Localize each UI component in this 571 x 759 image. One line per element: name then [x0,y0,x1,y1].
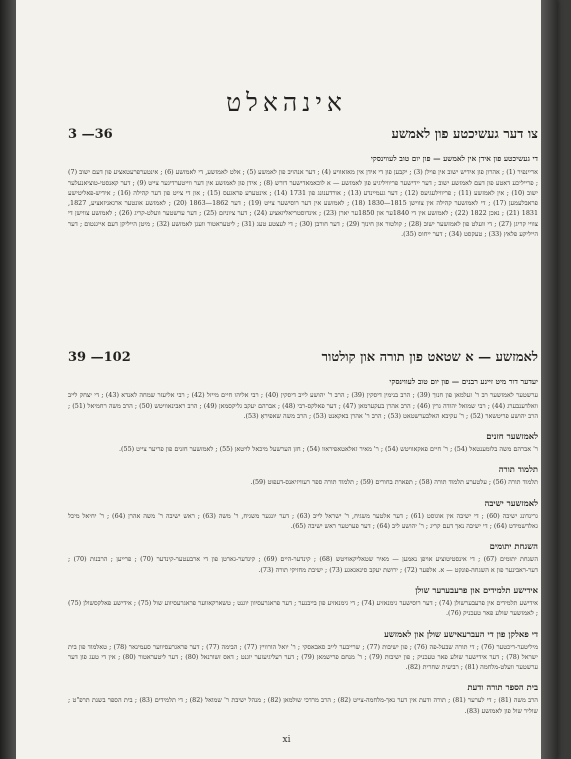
subsection-contents: אידישע תלמידים אין פרעבערשולן (74) ; דער רוסישער גימנאזיע (74) ; די גימנאזיע פון בייבנער ; דער פראגרעסיוון יוגנט ; טשארקאווער פראגרעסיווע שול (75) ; אידישע פאלקסשולן (75) ; לאמזשער שולע פאר טעכניק (76). [68,598,538,618]
section-title: לאמזשע — א שטאט פון תורה און קולטור [321,350,538,365]
toc-section-history [68,126,538,239]
section-header [68,349,538,365]
page-title: אינהאלט [226,88,347,117]
subsection-title: די פאלקן פון די העברעאישע שולן און לאמזשע [384,628,538,639]
subsection-contents: הרב משה (81) ; די לערער (81) ; תורה ודעת אין דער נאך-מלחמה-צייט (82) ; הרב מרדכי שולמאן (82) ; מנהל ישיבת ר' שמואל (82) ; די תלמידים (83) ; בית הספר בשנת תרפ"ט ; שוליר שול פון לאמזשע (83). [68,696,538,715]
chapter-contents: אריינפיר (1) ; אהרון פון אידיש ישוב אין פוילן (3) ; יקבען פון די אידן אין מאזאוויע (4) ; דער אנהויב פון לאמשע (5) ; אלט לאמזשע, די לאמזשע (6) ; אינטערפרעטאציע פון דעם ישוב (7) ; פרייליכע דאטע פון דעם לאמזשע ישוב ; דער יידישער פריוויליגיע פון לאמזשע — א לוכאמאדישער דורש (8) ; אידן פון לאמזשע אין דער ווייטערדיגער צייט (9) ; דער קאנסטי-טוציאנעלער ישוב (10) ; אין לאמזשע (11) ; פריווילעגיעס (12) ; דער געמיינדע (13) ; אורדענונג פון 1731 (14) ; אינטערע פראגעס (15) ; און די צייט פון דער קהילה (16) ; אידיש-פאליטישע פראבלעמען (17) ; די לאמזשער קהילה אין צווישן 1815—1830 (18) ; לאמזשע אין דער רוסישער צייט (19) ; דער 1862—1863 (20) ; לאמזשע אונטער ארגאניזאציע, 1827, 1831 (21) ; נאכן 1822 (22) ; לאמזשע אין די 1840ער און 1850ער יארן (23) ; אינדוסטריאליזאציע (24) ; דער ציוניזם (25) ; דער ערשטער וועלט-קריג (26) ; לאמזשע צווישן די צוויי קריגן (27) ; די וועלט פון לאמזשער ישוב (28) ; קולטור און חינוך (29) ; דער חורבן (30) ; די לעצטע טעג (31) ; ליטעראטור וועגן לאמזשע (32) ; מיטן הייליקן דעם אייגנטום ; דער הייליקע פלאץ (33) ; טעקסט (34) ; דער ייחוס (35). [68,168,539,239]
subsection-title: תלמוד תורה [498,464,538,475]
subsection-contents: ר' אברהם משה בלומענטאל (54) ; ר' חיים פאקאוויטש (54) ; ר' מאיר זאלאטאפיראוו (54) ; חזן הערשעל מיכאל לויטאן (55) ; לאמזשער חזנים פון פריער צייט (55). [118,445,538,454]
subsection-contents: מיליטער-ריכטער (76) ; די תורה שבעל-פה (76) ; פון ישיבות (77) ; שרייבער לייב סאבאסקי ; ר' יואל הורוויץ (77) ; הבימה (77) ; דער פראגרעסיווער סעמינאר (78) ; טאלמוד פון בית ישראל (78) ; דער אידישער שולע פאר טעכניק ; פון ישיבות (79) ; ר' מנחם פרישמאן (79) ; דער רעליגיעזער יוגנט ; דאס זשורנאל (80) ; דער ליטעראטור (80) ; אין די טעג פון דער ערשטער וועלט-מלחמה (81) ; רביעית שחרית (82). [68,642,538,672]
section-header [68,126,538,142]
subsection-title: לאמזשער ישיבה [484,497,538,508]
subsection-title: השגחת יתומים [489,541,538,552]
subsection-contents: גרינדונג ישיבה (60) ; די ישיבה אין אוגוסט (61) ; דער אלטער משגיח, ר' ישראל לייב (63) ; דער יונגער משגיח, ר' משה (63) ; ראש ישיבה ר' משה אהרן (64) ; ר' יחיאל מיכל גאלדשמידט (64) ; די ישיבה נאך דעם קריג ; ר' יהושע ליב (64) ; דער פערטער ראש ישיבה (65). [68,511,539,531]
chapter-heading: די געשיכטע פון אידן אין לאמשע — פון יום טוב לעווינסקי [370,154,538,163]
subsection-title: בית הספר תורה ודעת [467,682,538,693]
toc-section-culture [68,349,538,716]
chapter-contents: ערשטער לאמזשער רב ר' זעלמאן פון חנוך (39) ; הרב בנימין דיסקין (39) ; הרב ר' יהושע לייב דיסקין (40) ; רבי אליהו חיים מייזל (42) ; רבי אליעזר שמחה לאנדא (43) ; די יצחק לייב וואלדענבערג (44) ; רבי שמואל יהודה גרין (46) ; הרב אהרן בעקערמאן (47) ; דער פאלקס-רבי (48) ; אברהם יעקב גליקסמאן (49) ; הרב ראבינאוויטש (50) ; הרב משה רחמיאל (51) ; הרב יהושע פריטשאר (52) ; ר' עקיבא האלבערשטאט (53) ; הרב ר' אהרן באקאנט (53) ; הרב משה שאפיראָ (53). [68,391,538,420]
subsection-title: לאמזשער חזנים [486,431,538,442]
chapter-heading: יעדער דור מיט זיינע רבנים — פון יום טוב לעווינסקי [389,377,538,386]
left-dark-edge [0,0,16,759]
section-title: צו דער געשיכטע פון לאמשע [391,127,538,142]
section-page-range: 3 —36 [68,127,113,142]
book-page [16,0,557,759]
subsection-contents: השגחת יתומים (67) ; די אינסטיטוציע אויפן נאמען — מאיר שטאליקאוויטש (68) ; קינדער-היים (69) ; קינדער-גארטן פון די ארבעטער-קינדער (70) ; פרייען ; הרבנות (70) ; דער-ראבינער פון א השגחה-פונקט — א. אלפער (72) ; ירושת יעקב סינאגאגע (73) ; ישיבת מחזיקי תורה (73). [68,555,539,574]
section-page-range: 39 —102 [68,350,131,365]
subsection-contents: תלמוד תורה (56) ; עלטערע תלמוד תורה (58) ; תפארת בחורים (59) ; תלמוד תורה ספר רעוויזיאנס-דעפוט (59). [250,478,538,487]
subsection-title: אידישע תלמידים און פרעבערער שולן [415,584,538,595]
page-number: xi [282,735,291,745]
